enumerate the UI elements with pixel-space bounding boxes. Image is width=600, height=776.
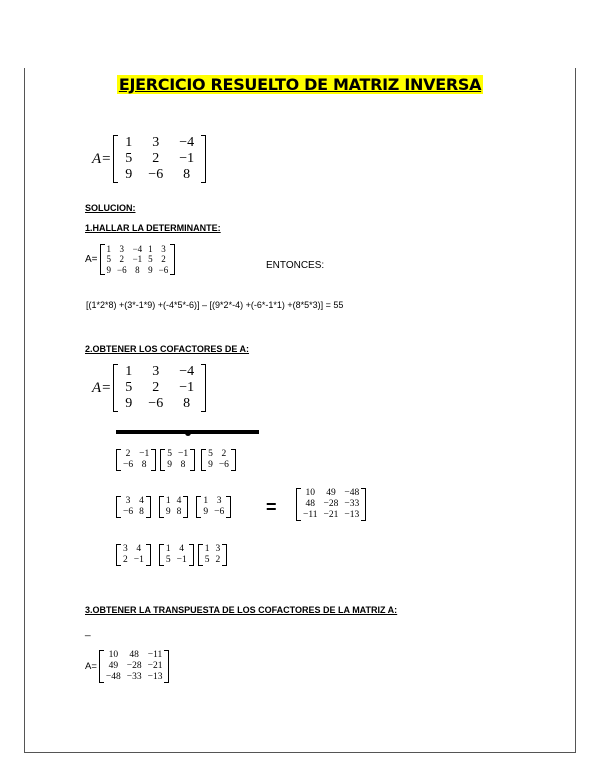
cofactor-matrix-table-cell: 49 xyxy=(326,488,336,498)
minor-3-3-cell: 2 xyxy=(215,554,221,565)
minor-1-1-row xyxy=(120,460,152,471)
transpose-matrix-table-row xyxy=(103,650,166,661)
minor-2-1-row xyxy=(120,496,147,507)
minor-1-2-cell: 9 xyxy=(167,459,172,470)
cofactor-matrix-table-cell: −48 xyxy=(344,488,360,498)
minor-3-1-row xyxy=(120,544,147,555)
minor-2-2 xyxy=(163,496,185,518)
minor-3-1 xyxy=(120,544,147,566)
minor-1-1-cell: −6 xyxy=(123,459,134,470)
determinant-matrix-table-cell: 3 xyxy=(119,244,125,254)
minor-1-3-row xyxy=(205,449,232,460)
determinant-matrix-table-row xyxy=(104,254,172,264)
entonces-label: ENTONCES: xyxy=(266,260,325,271)
minor-2-1-cell: −6 xyxy=(123,506,134,517)
minor-2-2-row xyxy=(163,507,185,518)
determinant-matrix-table-cell: −4 xyxy=(132,244,143,254)
minor-3-1-cell: 3 xyxy=(123,544,128,554)
determinant-matrix-table-cell: 5 xyxy=(106,254,112,265)
minor-3-1-cell: −1 xyxy=(133,554,144,565)
determinant-matrix-table-cell: 3 xyxy=(161,244,166,254)
minor-3-1-cell: 4 xyxy=(136,544,142,554)
determinant-matrix-table xyxy=(104,244,172,275)
matrix-a2-table-cell: −6 xyxy=(148,396,164,412)
step1-heading: 1.HALLAR LA DETERMINANTE: xyxy=(85,223,221,233)
minor-2-1-row xyxy=(120,507,147,518)
determinant-matrix-table-row xyxy=(104,244,172,254)
matrix-a2-table-cell: 2 xyxy=(152,380,160,396)
minor-2-1-cell: 3 xyxy=(125,496,131,506)
transpose-matrix-table-row xyxy=(103,661,166,672)
matrix-a-table-row xyxy=(117,167,202,183)
matrix-a2-table-cell: 1 xyxy=(125,364,133,379)
minor-1-2-row xyxy=(164,460,191,471)
step3-heading: 3.OBTENER LA TRANSPUESTA DE LOS COFACTORES DE LA MATRIZ A: xyxy=(85,605,398,615)
transpose-matrix-table-cell: −11 xyxy=(147,650,163,660)
minor-1-3-cell: 9 xyxy=(208,459,213,470)
matrix-a-table xyxy=(117,135,202,183)
minor-2-3-cell: 1 xyxy=(203,496,209,506)
matrix-a2-table-row xyxy=(117,396,202,412)
matrix-a-table-cell: 5 xyxy=(125,151,133,167)
matrix-a-table-cell: −1 xyxy=(179,151,195,167)
minor-1-1-row xyxy=(120,449,152,460)
matrix-a-table-cell: 9 xyxy=(125,167,133,183)
minor-1-3 xyxy=(205,449,232,471)
minor-2-2-cell: 1 xyxy=(165,496,171,506)
cofactor-matrix-table-cell: 10 xyxy=(305,488,315,498)
matrix-a-label: A= xyxy=(92,150,112,167)
determinant-matrix-table-cell: 2 xyxy=(161,254,166,265)
minors-row-2 xyxy=(116,496,231,518)
determinant-matrix xyxy=(85,244,175,275)
minor-2-3 xyxy=(200,496,227,518)
minor-1-3-cell: 5 xyxy=(208,449,213,459)
minor-3-2-cell: 5 xyxy=(165,554,171,565)
minor-1-1-cell: −1 xyxy=(139,449,150,459)
minor-3-2-cell: 4 xyxy=(179,544,185,554)
minor-3-1-row xyxy=(120,555,147,566)
matrix-a2-table-row xyxy=(117,364,202,380)
determinant-matrix-table-cell: 9 xyxy=(106,264,112,275)
determinant-matrix-table-cell: 2 xyxy=(119,254,125,265)
minor-2-2-row xyxy=(163,496,185,507)
determinant-matrix-table-row xyxy=(104,265,172,275)
minor-1-2-row xyxy=(164,449,191,460)
equals-sign: = xyxy=(266,497,277,517)
title-text: EJERCICIO RESUELTO DE MATRIZ INVERSA xyxy=(118,75,482,94)
matrix-a2-table-cell: 8 xyxy=(183,396,191,412)
determinant-matrix-table-cell: 1 xyxy=(106,244,112,254)
transpose-matrix-table-cell: 10 xyxy=(108,650,119,660)
transpose-matrix-table-cell: −21 xyxy=(147,660,163,671)
determinant-formula: [(1*2*8) +(3*-1*9) +(-4*5*-6)] – [(9*2*-4) +(-6*-1*1) +(8*5*3)] = 55 xyxy=(86,300,344,310)
determinant-matrix-table-cell: 8 xyxy=(135,264,140,275)
transpose-matrix-table-cell: −13 xyxy=(147,671,163,682)
minor-1-1-cell: 8 xyxy=(141,459,147,470)
cofactor-matrix-table-row xyxy=(300,510,362,521)
minor-3-3-cell: 3 xyxy=(215,544,221,554)
minor-3-2-cell: 1 xyxy=(165,544,171,554)
minor-3-3-row xyxy=(202,544,224,555)
matrix-a xyxy=(92,135,206,183)
cofactor-matrix-table-cell: 48 xyxy=(305,498,315,509)
determinant-matrix-table-cell: −6 xyxy=(117,264,127,275)
cofactor-matrix-table-cell: −28 xyxy=(323,498,339,509)
determinant-matrix-table-cell: 5 xyxy=(148,254,153,265)
step2-heading: 2.OBTENER LOS COFACTORES DE A: xyxy=(85,344,250,354)
transpose-matrix-table-cell: 48 xyxy=(129,650,139,660)
minor-3-3-cell: 1 xyxy=(204,544,210,554)
minor-2-3-cell: 3 xyxy=(216,496,222,506)
transpose-matrix xyxy=(85,650,169,683)
minor-1-2-cell: 5 xyxy=(167,449,172,459)
page-border-right xyxy=(575,68,576,752)
minor-1-1 xyxy=(120,449,152,471)
cofactor-matrix-table-cell: −33 xyxy=(344,498,360,509)
minor-3-1-cell: 2 xyxy=(123,554,128,565)
matrix-a-table-row xyxy=(117,151,202,167)
minor-3-2 xyxy=(163,544,190,566)
matrix-a2-table-cell: 3 xyxy=(152,364,160,379)
cofactor-matrix-table-row xyxy=(300,499,362,510)
matrix-a-table-cell: 3 xyxy=(152,135,160,150)
transpose-matrix-table-cell: 49 xyxy=(108,660,119,671)
minors-row-1 xyxy=(116,449,236,471)
minor-1-1-cell: 2 xyxy=(125,449,131,459)
minor-3-3-row xyxy=(202,555,224,566)
matrix-a2-table xyxy=(117,364,202,412)
determinant-matrix-table-cell: 1 xyxy=(148,244,153,254)
cofactor-matrix-table-cell: −13 xyxy=(344,509,360,520)
minor-3-2-cell: −1 xyxy=(176,554,187,565)
minor-1-3-row xyxy=(205,460,232,471)
cofactor-matrix xyxy=(296,488,366,521)
separator-rule-tick xyxy=(185,433,191,436)
minor-2-3-row xyxy=(200,507,227,518)
matrix-a2-table-cell: 9 xyxy=(125,396,133,412)
determinant-matrix-table-cell: 9 xyxy=(148,264,153,275)
minor-1-2-cell: 8 xyxy=(180,459,186,470)
minor-1-3-cell: 2 xyxy=(221,449,227,459)
matrix-a-table-cell: 2 xyxy=(152,151,160,167)
matrix-a2-table-cell: 5 xyxy=(125,380,133,396)
page-border-bottom xyxy=(24,752,576,753)
transpose-dash: _ xyxy=(85,626,91,637)
page-title xyxy=(0,75,600,95)
minors-row-3 xyxy=(116,544,227,566)
transpose-matrix-table-cell: −33 xyxy=(126,671,142,682)
matrix-a2-table-row xyxy=(117,380,202,396)
minor-1-3-cell: −6 xyxy=(218,459,229,470)
minor-3-2-row xyxy=(163,544,190,555)
minor-2-3-row xyxy=(200,496,227,507)
cofactor-matrix-table-cell: −21 xyxy=(323,509,339,520)
determinant-matrix-label: A= xyxy=(85,254,98,266)
minor-1-2-cell: −1 xyxy=(177,449,189,459)
cofactor-matrix-table xyxy=(300,488,362,521)
minor-2-2-cell: 8 xyxy=(176,506,182,517)
matrix-a2-label: A= xyxy=(92,379,112,396)
cofactor-matrix-table-cell: −11 xyxy=(303,509,318,520)
minor-3-3-cell: 5 xyxy=(204,554,210,565)
transpose-matrix-table-row xyxy=(103,672,166,683)
minor-2-1-cell: 8 xyxy=(139,506,144,517)
minor-3-3 xyxy=(202,544,224,566)
determinant-matrix-table-cell: −6 xyxy=(158,264,169,275)
transpose-matrix-label: A= xyxy=(85,660,97,672)
cofactor-matrix-table-row xyxy=(300,488,362,499)
minor-2-3-cell: 9 xyxy=(203,506,209,517)
minor-2-1-cell: 4 xyxy=(139,496,144,506)
transpose-matrix-table xyxy=(103,650,166,683)
matrix-a-table-cell: −6 xyxy=(148,167,164,183)
minor-2-2-cell: 4 xyxy=(176,496,182,506)
minor-2-1 xyxy=(120,496,147,518)
minor-2-2-cell: 9 xyxy=(165,506,171,517)
minor-3-2-row xyxy=(163,555,190,566)
matrix-a-table-cell: 8 xyxy=(183,167,191,183)
matrix-a2-table-cell: −4 xyxy=(179,364,195,379)
matrix-a-table-row xyxy=(117,135,202,151)
page-border-left xyxy=(24,68,25,752)
transpose-matrix-table-cell: −28 xyxy=(126,660,142,671)
transpose-matrix-table-cell: −48 xyxy=(105,671,121,682)
minor-1-2 xyxy=(164,449,191,471)
matrix-a-table-cell: 1 xyxy=(125,135,133,150)
solucion-heading: SOLUCION: xyxy=(85,203,136,213)
determinant-matrix-table-cell: −1 xyxy=(132,254,143,265)
matrix-a-cofactor-source xyxy=(92,364,206,412)
minor-2-3-cell: −6 xyxy=(214,506,225,517)
matrix-a2-table-cell: −1 xyxy=(179,380,195,396)
matrix-a-table-cell: −4 xyxy=(179,135,195,150)
